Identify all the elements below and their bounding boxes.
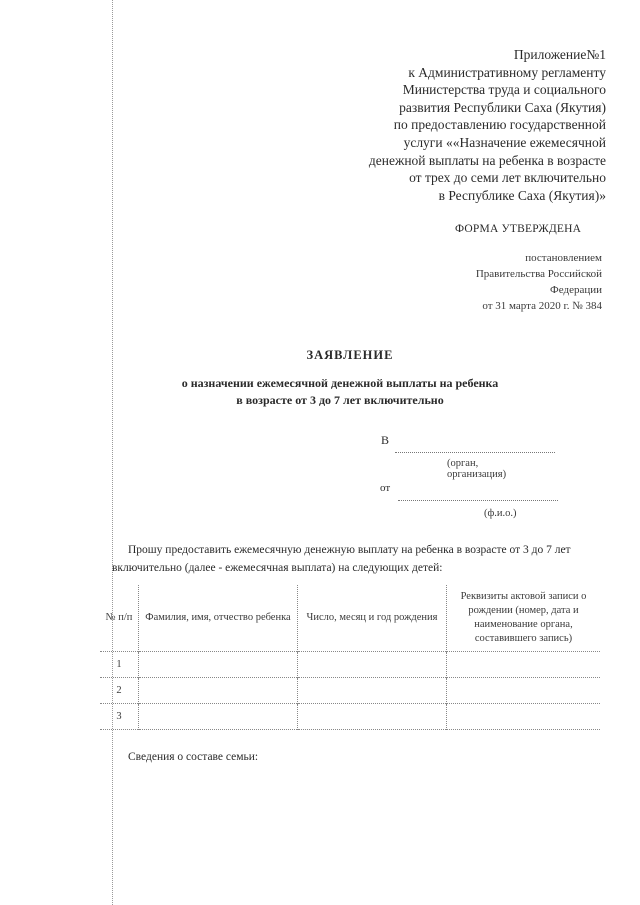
header-birth-date: Число, месяц и год рождения <box>298 585 447 652</box>
table-row <box>100 704 600 730</box>
birth-date-cell[interactable] <box>298 678 447 704</box>
request-paragraph: Прошу предоставить ежемесячную денежную выплату на ребенка в возрасте от 3 до 7 лет включительно (далее - ежемесячная выплата) на следующих детей: <box>112 544 571 574</box>
row-number: 2 <box>100 678 139 704</box>
appendix-line: от трех до семи лет включительно <box>409 170 606 186</box>
header-birth-record: Реквизиты актовой записи о рождении (номер, дата и наименование органа, составившего запись) <box>460 591 587 644</box>
birth-record-cell[interactable] <box>447 678 601 704</box>
row-number: 3 <box>100 704 139 730</box>
child-name-cell[interactable] <box>139 704 298 730</box>
form-approved-heading: ФОРМА УТВЕРЖДЕНА <box>455 223 582 235</box>
table-header-row <box>100 585 600 652</box>
document-subtitle-line-1: о назначении ежемесячной денежной выплаты на ребенка <box>181 376 499 390</box>
to-label: В <box>381 433 390 447</box>
approval-line: Федерации <box>550 284 602 296</box>
appendix-line: по предоставлению государственной <box>393 117 606 133</box>
table-row <box>100 678 600 704</box>
from-label: от <box>380 482 391 494</box>
from-field[interactable] <box>398 500 558 501</box>
birth-record-cell[interactable] <box>447 704 601 730</box>
appendix-line: Министерства труда и социального <box>402 82 606 98</box>
family-composition-label: Сведения о составе семьи: <box>128 751 259 763</box>
document-title: ЗАЯВЛЕНИЕ <box>306 348 394 362</box>
appendix-header <box>326 46 606 204</box>
approval-line: постановлением <box>525 252 602 264</box>
appendix-line: развития Республики Саха (Якутия) <box>399 99 606 115</box>
approval-line: Правительства Российской <box>475 268 602 280</box>
row-number: 1 <box>100 652 139 678</box>
approval-block <box>402 250 602 314</box>
birth-date-cell[interactable] <box>298 704 447 730</box>
header-number: № п/п <box>100 585 139 652</box>
child-name-cell[interactable] <box>139 652 298 678</box>
appendix-line: услуги ««Назначение ежемесячной <box>403 134 606 150</box>
appendix-line: в Республике Саха (Якутия)» <box>438 187 606 203</box>
appendix-line: Приложение№1 <box>513 47 606 62</box>
approval-line: от 31 марта 2020 г. № 384 <box>482 300 602 312</box>
child-name-cell[interactable] <box>139 678 298 704</box>
to-caption: (орган, организация) <box>447 458 507 480</box>
margin-line <box>112 0 113 905</box>
children-table <box>100 585 600 730</box>
to-field[interactable] <box>395 452 555 453</box>
birth-date-cell[interactable] <box>298 652 447 678</box>
appendix-line: к Административному регламенту <box>408 64 606 80</box>
from-caption: (ф.и.о.) <box>484 508 517 519</box>
appendix-line: денежной выплаты на ребенка в возрасте <box>368 152 606 168</box>
document-subtitle-line-2: в возрасте от 3 до 7 лет включительно <box>236 393 444 407</box>
header-child-name: Фамилия, имя, отчество ребенка <box>139 585 298 652</box>
birth-record-cell[interactable] <box>447 652 601 678</box>
table-row <box>100 652 600 678</box>
